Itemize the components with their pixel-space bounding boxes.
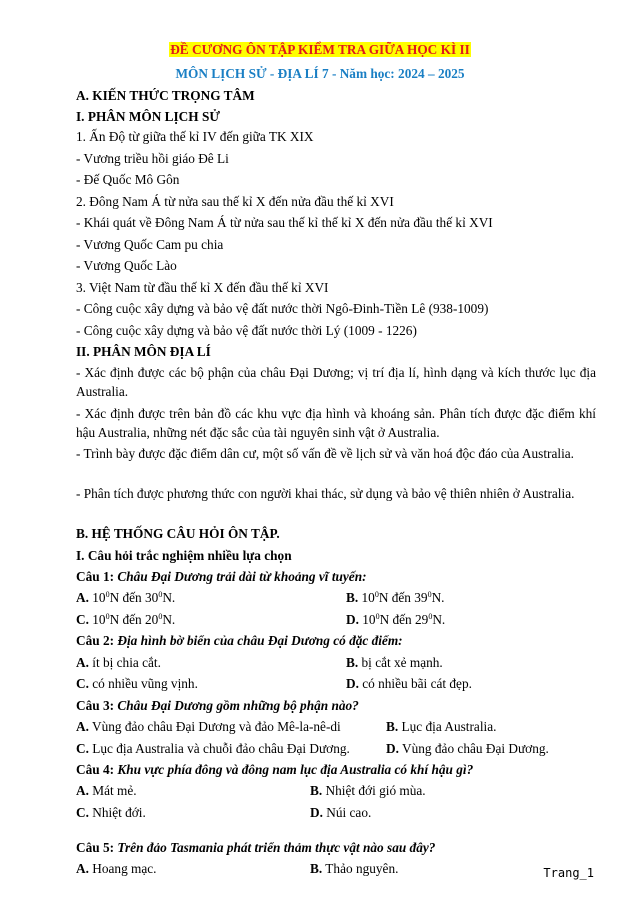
title-row — [0, 40, 640, 59]
geography-item: - Trình bày được đặc điểm dân cư, một số vấn đề về lịch sử và văn hoá độc đáo của Australia. — [76, 446, 574, 461]
page-number: Trang_1 — [543, 866, 594, 880]
history-item: - Công cuộc xây dựng và bảo vệ đất nước thời Lý (1009 - 1226) — [76, 323, 417, 338]
answer-option — [346, 674, 472, 693]
answer-option — [76, 781, 137, 800]
question-5 — [76, 838, 596, 857]
history-item: 2. Đông Nam Á từ nửa sau thế kỉ X đến nửa đầu thế kỉ XVI — [76, 194, 394, 209]
answer-option — [76, 739, 350, 758]
answer-option — [310, 803, 371, 822]
document-title: ĐỀ CƯƠNG ÔN TẬP KIỂM TRA GIỮA HỌC KÌ II — [170, 42, 470, 57]
option-letter: A. — [76, 861, 89, 876]
option-text: $10^0N$ đến $39^0N$. — [361, 590, 445, 605]
answer-option — [386, 739, 549, 758]
option-letter: B. — [386, 719, 399, 734]
question-number: Câu 3: — [76, 698, 115, 713]
history-item: - Vương Quốc Lào — [76, 258, 177, 273]
answer-option — [386, 717, 496, 736]
answer-option — [346, 610, 445, 629]
option-text: Nhiệt đới gió mùa. — [325, 783, 426, 798]
question-text: Châu Đại Dương gồm những bộ phận nào? — [117, 698, 359, 713]
option-text: Thảo nguyên. — [325, 861, 399, 876]
question-text: Châu Đại Dương trải dài từ khoảng vĩ tuyến: — [117, 569, 367, 584]
question-3 — [76, 696, 596, 715]
option-text: Lục địa Australia và chuỗi đảo châu Đại Dương. — [92, 741, 350, 756]
option-letter: D. — [346, 676, 359, 691]
answer-option — [346, 588, 445, 607]
option-letter: D. — [310, 805, 323, 820]
option-text: Mát mẻ. — [92, 783, 137, 798]
question-text: Địa hình bờ biển của châu Đại Dương có đặc điểm: — [117, 633, 403, 648]
answer-option — [76, 859, 157, 878]
option-text: Núi cao. — [326, 805, 372, 820]
option-letter: A. — [76, 719, 89, 734]
geography-item: - Xác định được các bộ phận của châu Đại Dương; vị trí địa lí, hình dạng và kích thước lục địa Australia. — [76, 365, 596, 399]
answer-option — [76, 717, 341, 736]
option-letter: C. — [76, 741, 89, 756]
option-letter: B. — [346, 655, 359, 670]
history-item: - Đế Quốc Mô Gôn — [76, 172, 180, 187]
answer-option — [76, 803, 146, 822]
option-text: Nhiệt đới. — [92, 805, 146, 820]
mcq-subheading: I. Câu hỏi trắc nghiệm nhiều lựa chọn — [76, 548, 292, 563]
option-text: $10^0N$ đến $20^0N$. — [92, 612, 176, 627]
part-a-heading: A. KIẾN THỨC TRỌNG TÂM — [76, 88, 255, 103]
option-text: Vùng đảo châu Đại Dương. — [402, 741, 549, 756]
option-text: ít bị chia cắt. — [92, 655, 161, 670]
option-letter: A. — [76, 783, 89, 798]
history-item: - Khái quát về Đông Nam Á từ nửa sau thế kỉ thế kỉ X đến nửa đầu thế kỉ XVI — [76, 215, 493, 230]
option-letter: A. — [76, 590, 89, 605]
history-item: - Công cuộc xây dựng và bảo vệ đất nước thời Ngô-Đinh-Tiền Lê (938-1009) — [76, 301, 489, 316]
option-letter: D. — [386, 741, 399, 756]
question-number: Câu 2: — [76, 633, 115, 648]
option-letter: B. — [310, 783, 323, 798]
question-number: Câu 5: — [76, 840, 115, 855]
option-letter: D. — [346, 612, 359, 627]
question-text: Khu vực phía đông và đông nam lục địa Australia có khí hậu gì? — [117, 762, 474, 777]
option-text: bị cắt xẻ mạnh. — [361, 655, 443, 670]
question-number: Câu 1: — [76, 569, 115, 584]
geography-heading: II. PHÂN MÔN ĐỊA LÍ — [76, 344, 211, 359]
history-item: - Vương triều hồi giáo Đê Li — [76, 151, 229, 166]
option-letter: A. — [76, 655, 89, 670]
option-text: Lục địa Australia. — [401, 719, 497, 734]
answer-option — [76, 653, 161, 672]
question-number: Câu 4: — [76, 762, 115, 777]
history-item: 3. Việt Nam từ đầu thế kỉ X đến đầu thế kỉ XVI — [76, 280, 329, 295]
question-1 — [76, 567, 596, 586]
option-text: có nhiều vũng vịnh. — [92, 676, 198, 691]
geography-item: - Xác định được trên bản đồ các khu vực địa hình và khoáng sản. Phân tích được đặc điểm khí hậu Australia, những nét đặc sắc của tài nguyên sinh vật ở Australia. — [76, 406, 596, 440]
option-text: Vùng đảo châu Đại Dương và đảo Mê-la-nê-di — [92, 719, 341, 734]
question-4 — [76, 760, 596, 779]
option-text: có nhiều bãi cát đẹp. — [362, 676, 472, 691]
answer-option — [76, 674, 198, 693]
answer-option — [310, 781, 426, 800]
answer-option — [76, 610, 175, 629]
option-letter: C. — [76, 612, 89, 627]
option-letter: B. — [310, 861, 323, 876]
geography-item: - Phân tích được phương thức con người khai thác, sử dụng và bảo vệ thiên nhiên ở Australia. — [76, 486, 575, 501]
option-letter: B. — [346, 590, 359, 605]
part-b-heading: B. HỆ THỐNG CÂU HỎI ÔN TẬP. — [76, 526, 280, 541]
option-letter: C. — [76, 676, 89, 691]
answer-option — [310, 859, 398, 878]
history-heading: I. PHÂN MÔN LỊCH SỬ — [76, 109, 220, 124]
option-text: Hoang mạc. — [92, 861, 157, 876]
question-2 — [76, 631, 596, 650]
answer-option — [346, 653, 443, 672]
document-subtitle: MÔN LỊCH SỬ - ĐỊA LÍ 7 - Năm học: 2024 – 2025 — [175, 66, 465, 81]
option-text: $10^0N$ đến $30^0N$. — [92, 590, 176, 605]
option-text: $10^0N$ đến $29^0N$. — [362, 612, 446, 627]
history-item: 1. Ấn Độ từ giữa thế kỉ IV đến giữa TK XIX — [76, 129, 314, 144]
answer-option — [76, 588, 175, 607]
history-item: - Vương Quốc Cam pu chia — [76, 237, 224, 252]
question-text: Trên đảo Tasmania phát triển thảm thực vật nào sau đây? — [117, 840, 436, 855]
option-letter: C. — [76, 805, 89, 820]
